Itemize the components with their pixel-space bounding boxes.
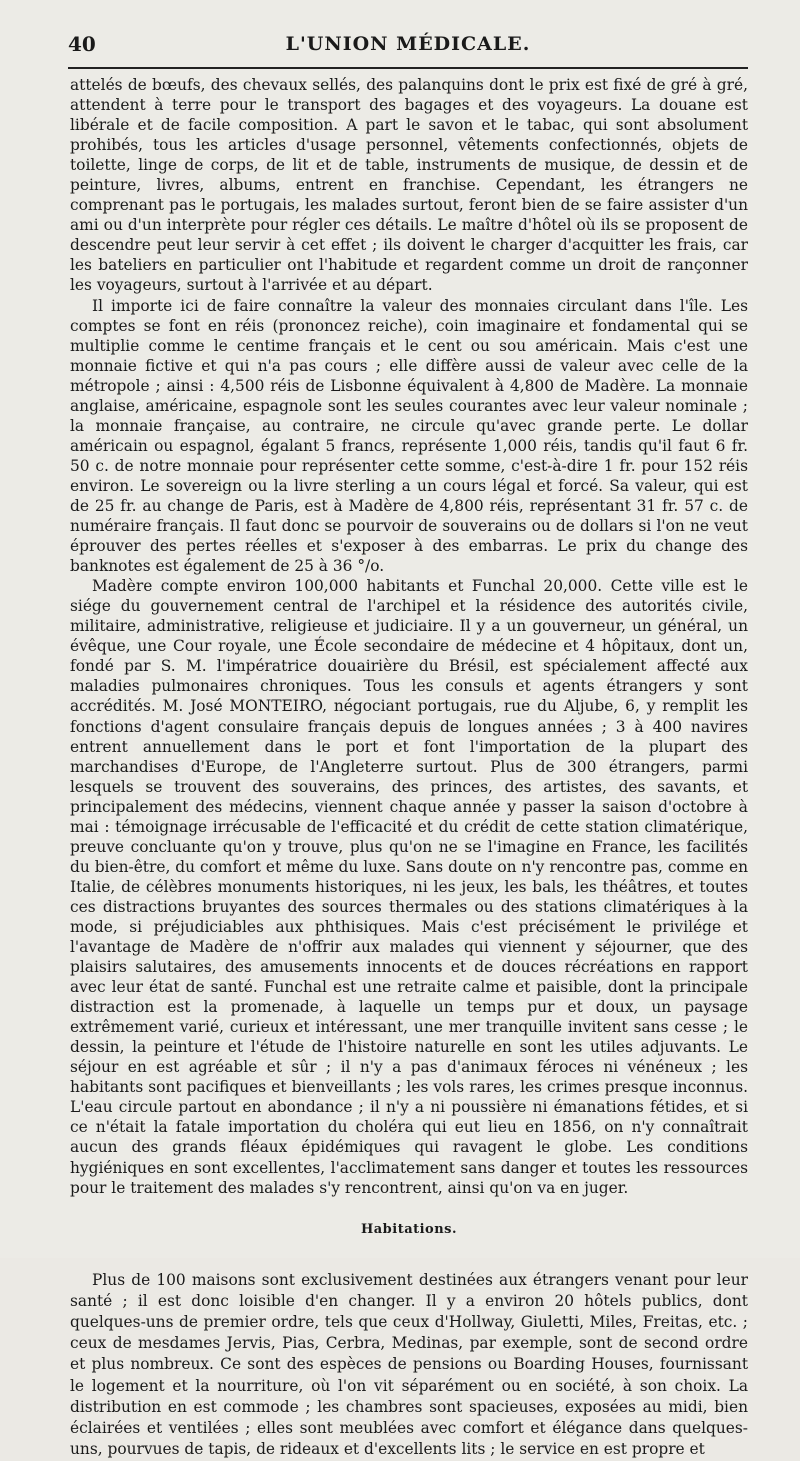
paragraph-madeira: Madère compte environ 100,000 habitants et Funchal 20,000. Cette ville est le siége du gouvernement central de l'archipel et la résidence des autorités civile, militaire, administrative, religieuse et judiciaire. Il y a un gouverneur, un général, un évêque, une Cour royale, une École secondaire de médecine et 4 hôpitaux, dont un, fondé par S. M. l'impératrice douairière du Brésil, est spécialement affecté aux maladies pulmonaires chroniques. Tous les consuls et agents étrangers y sont accrédités. M. José MONTEIRO, négociant portugais, rue du Aljube, 6, y remplit les fonctions d'agent consulaire français depuis de longues années ; 3 à 400 navires entrent annuellement dans le port et font l'importation de la plupart des marchandises d'Europe, de l'Angleterre surtout. Plus de 300 étrangers, parmi lesquels se trouvent des souverains, des princes, des artistes, des savants, et principalement des médecins, viennent chaque année y passer la saison d'octobre à mai : témoignage irrécusable de l'efficacité et du crédit de cette station climatérique, preuve concluante qu'on y trouve, plus qu'on ne se l'imagine en France, les facilités du bien-être, du comfort et même du luxe. Sans doute on n'y rencontre pas, comme en Italie, de célèbres monuments historiques, ni les jeux, les bals, les théâtres, et toutes ces distractions bruyantes des sources thermales ou des stations climatériques à la mode, si préjudiciables aux phthisiques. Mais c'est précisément le privilége et l'avantage de Madère de n'offrir aux malades qui viennent y séjourner, que des plaisirs salutaires, des amusements innocents et de douces récréations en rapport avec leur état de santé. Funchal est une retraite calme et paisible, dont la principale distraction est la promenade, à laquelle un temps pur et doux, un paysage extrêmement varié, curieux et intéressant, une mer tranquille invitent sans cesse ; le dessin, la peinture et l'étude de l'histoire naturelle en sont les utiles adjuvants. Le séjour en est agréable et sûr ; il n'y a pas d'animaux féroces ni vénéneux ; les habitants sont pacifiques et bienveillants ; les vols rares, les crimes presque inconnus. L'eau circule partout en abondance ; il n'y a ni poussière ni émanations fétides, et si ce n'était la fatale importation du choléra qui eut lieu en 1856, on n'y connaîtrait aucun des grands fléaux épidémiques qui ravagent le globe. Les conditions hygiéniques en sont excellentes, l'acclimatement sans danger et toutes les ressources pour le traitement des malades s'y rencontrent, ainsi qu'on va en juger. xyxy=(70,577,748,1197)
page-number: 40 xyxy=(68,32,96,56)
page-header xyxy=(68,30,748,58)
header-rule xyxy=(68,67,748,69)
article-body xyxy=(70,75,748,1461)
running-title: L'UNION MÉDICALE. xyxy=(285,33,531,55)
paragraph-currency: Il importe ici de faire connaître la valeur des monnaies circulant dans l'île. Les comptes se font en réis (prononcez reiche), coin imaginaire et fondamental qui se multiplie comme le centime français et le cent ou sou américain. Mais c'est une monnaie fictive et qui n'a pas cours ; elle diffère aussi de valeur avec celle de la métropole ; ainsi : 4,500 réis de Lisbonne équivalent à 4,800 de Madère. La monnaie anglaise, américaine, espagnole sont les seules courantes avec leur valeur nominale ; la monnaie française, au contraire, ne circule qu'avec grande perte. Le dollar américain ou espagnol, égalant 5 francs, représente 1,000 réis, tandis qu'il faut 6 fr. 50 c. de notre monnaie pour représenter cette somme, c'est-à-dire 1 fr. pour 152 réis environ. Le sovereign ou la livre sterling a un cours légal et forcé. Sa valeur, qui est de 25 fr. au change de Paris, est à Madère de 4,800 réis, représentant 31 fr. 57 c. de numéraire français. Il faut donc se pourvoir de souverains ou de dollars si l'on ne veut éprouver des pertes réelles et s'exposer à des embarras. Le prix du change des banknotes est également de 25 à 36 °/o. xyxy=(70,296,748,576)
paragraph-arrival: attelés de bœufs, des chevaux sellés, des palanquins dont le prix est fixé de gré à gré, attendent à terre pour le transport des bagages et des voyageurs. La douane est libérale et de facile composition. A part le savon et le tabac, qui sont absolument prohibés, tous les articles d'usage personnel, vêtements confectionnés, objets de toilette, linge de corps, de lit et de table, instruments de musique, de dessin et de peinture, livres, albums, entrent en franchise. Cependant, les étrangers ne comprenant pas le portugais, les malades surtout, feront bien de se faire assister d'un ami ou d'un interprète pour régler ces détails. Le maître d'hôtel où ils se proposent de descendre peut leur servir à cet effet ; ils doivent le charger d'acquitter les frais, car les bateliers en particulier ont l'habitude et regardent comme un droit de rançonner les voyageurs, surtout à l'arrivée et au départ. xyxy=(70,76,748,295)
paragraph-habitations: Plus de 100 maisons sont exclusivement destinées aux étrangers venant pour leur santé ; il est donc loisible d'en changer. Il y a environ 20 hôtels publics, dont quelques-uns de premier ordre, tels que ceux d'Hollway, Giuletti, Miles, Freitas, etc. ; ceux de mesdames Jervis, Pias, Cerbra, Medinas, par exemple, sont de second ordre et plus nombreux. Ce sont des espèces de pensions ou Boarding Houses, fournissant le logement et la nourriture, où l'on vit séparément ou en société, à son choix. La distribution en est commode ; les chambres sont spacieuses, exposées au midi, bien éclairées et ventilées ; elles sont meublées avec comfort et élégance dans quelques-uns, pourvues de tapis, de rideaux et d'excellents lits ; le service en est propre et xyxy=(70,1270,748,1459)
section-heading: Habitations. xyxy=(360,1221,458,1237)
